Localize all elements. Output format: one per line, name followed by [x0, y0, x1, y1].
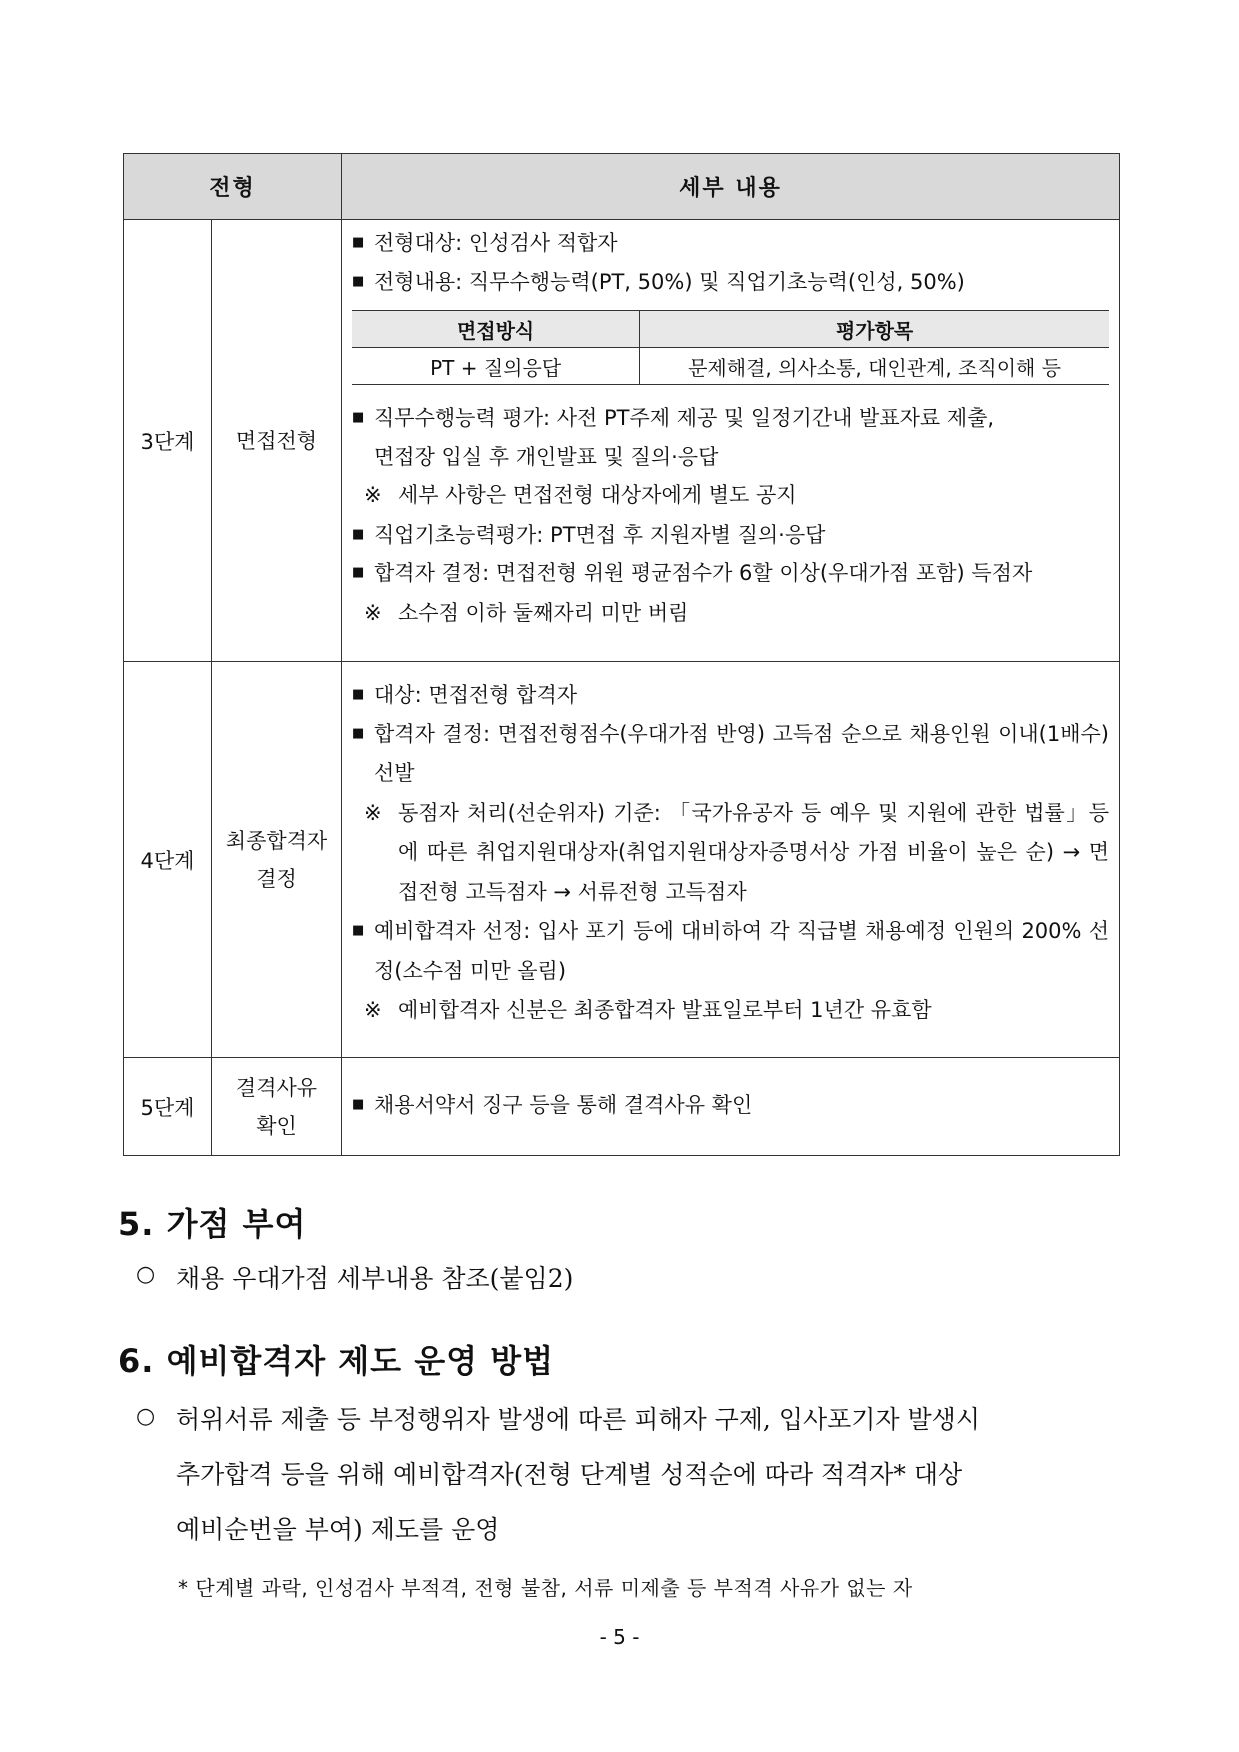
bullet-text: 전형대상: 인성검사 적합자	[374, 231, 618, 255]
stage-4-cell: 4단계	[124, 662, 212, 1058]
bullet-text: 대상: 면접전형 합격자	[374, 683, 578, 707]
table-row	[124, 1058, 1120, 1156]
bullet-text: 예비합격자 선정: 입사 포기 등에 대비하여 각 직급별 채용예정 인원의 200% 선정(소수점 미만 올림)	[374, 919, 1110, 983]
table-row	[124, 220, 1120, 662]
square-bullet-icon: ■	[352, 923, 365, 938]
bullet-text: 합격자 결정: 면접전형 위원 평균점수가 6할 이상(우대가점 포함) 득점자	[374, 561, 1033, 585]
detail-cell	[342, 220, 1120, 662]
bullet-text: 면접장 입실 후 개인발표 및 질의·응답	[374, 444, 719, 469]
type-final-cell	[212, 662, 342, 1058]
section5-item: 채용 우대가점 세부내용 참조(붙임2)	[176, 1264, 574, 1293]
page-number: - 5 -	[599, 1625, 640, 1649]
selection-stage-table	[123, 153, 1120, 1156]
type-line: 결격사유	[235, 1075, 318, 1100]
section6-line2: 추가합격 등을 위해 예비합격자(전형 단계별 성적순에 따라 적격자* 대상	[176, 1460, 963, 1489]
eval-header-method: 면접방식	[352, 311, 640, 348]
section5-title: 5. 가점 부여	[118, 1205, 307, 1243]
note-text: 세부 사항은 면접전형 대상자에게 별도 공지	[398, 483, 797, 507]
circle-bullet-icon: ○	[136, 1262, 156, 1287]
type-interview-cell: 면접전형	[212, 220, 342, 662]
bullet-text: 채용서약서 징구 등을 통해 결격사유 확인	[374, 1093, 753, 1118]
square-bullet-icon: ■	[352, 687, 365, 702]
circle-bullet-icon: ○	[136, 1404, 156, 1429]
detail-cell	[342, 1058, 1120, 1156]
square-bullet-icon: ■	[352, 273, 365, 289]
header-stage: 전형	[124, 154, 342, 220]
section6-footnote: * 단계별 과락, 인성검사 부적격, 전형 불참, 서류 미제출 등 부적격 사유가 없는 자	[178, 1576, 913, 1600]
section6-line1: 허위서류 제출 등 부정행위자 발생에 따른 피해자 구제, 입사포기자 발생시	[176, 1405, 980, 1434]
evaluation-table	[352, 310, 1109, 385]
type-line: 확인	[256, 1113, 297, 1138]
reference-mark-icon: ※	[364, 600, 382, 625]
stage-5-cell: 5단계	[124, 1058, 212, 1156]
eval-header-row	[352, 311, 1109, 348]
reference-mark-icon: ※	[364, 483, 382, 507]
stage-3-cell: 3단계	[124, 220, 212, 662]
type-line: 결정	[256, 866, 297, 891]
bullet-text: 직업기초능력평가: PT면접 후 지원자별 질의·응답	[374, 522, 826, 547]
bullet-text: 직무수행능력 평가: 사전 PT주제 제공 및 일정기간내 발표자료 제출,	[374, 406, 995, 430]
bullet-text: 합격자 결정: 면접전형점수(우대가점 반영) 고득점 순으로 채용인원 이내(1배수) 선발	[374, 721, 1110, 785]
square-bullet-icon: ■	[352, 526, 365, 542]
square-bullet-icon: ■	[352, 565, 365, 580]
eval-method: PT + 질의응답	[352, 348, 640, 385]
eval-items: 문제해결, 의사소통, 대인관계, 조직이해 등	[640, 348, 1109, 385]
table-header-row	[124, 154, 1120, 220]
header-detail: 세부 내용	[342, 154, 1120, 220]
bullet-text: 전형내용: 직무수행능력(PT, 50%) 및 직업기초능력(인성, 50%)	[374, 269, 965, 294]
square-bullet-icon: ■	[352, 1097, 365, 1113]
square-bullet-icon: ■	[352, 725, 365, 741]
note-text: 동점자 처리(선순위자) 기준: 「국가유공자 등 예우 및 지원에 관한 법률」등에 따른 취업지원대상자(취업지원대상자증명서상 가점 비율이 높은 순) → 면접전형 고득점자 → 서류전형 고득점자	[398, 800, 1110, 904]
table-row	[124, 662, 1120, 1058]
reference-mark-icon: ※	[364, 998, 382, 1022]
eval-header-items: 평가항목	[640, 311, 1109, 348]
detail-cell	[342, 662, 1120, 1058]
section6-line3: 예비순번을 부여) 제도를 운영	[176, 1515, 500, 1544]
section6-title: 6. 예비합격자 제도 운영 방법	[118, 1342, 555, 1380]
reference-mark-icon: ※	[364, 800, 382, 825]
note-text: 소수점 이하 둘째자리 미만 버림	[398, 600, 689, 625]
square-bullet-icon: ■	[352, 235, 365, 250]
eval-row	[352, 348, 1109, 385]
square-bullet-icon: ■	[352, 410, 365, 425]
type-disqualification-cell	[212, 1058, 342, 1156]
type-line: 최종합격자	[225, 828, 328, 853]
note-text: 예비합격자 신분은 최종합격자 발표일로부터 1년간 유효함	[398, 998, 932, 1022]
